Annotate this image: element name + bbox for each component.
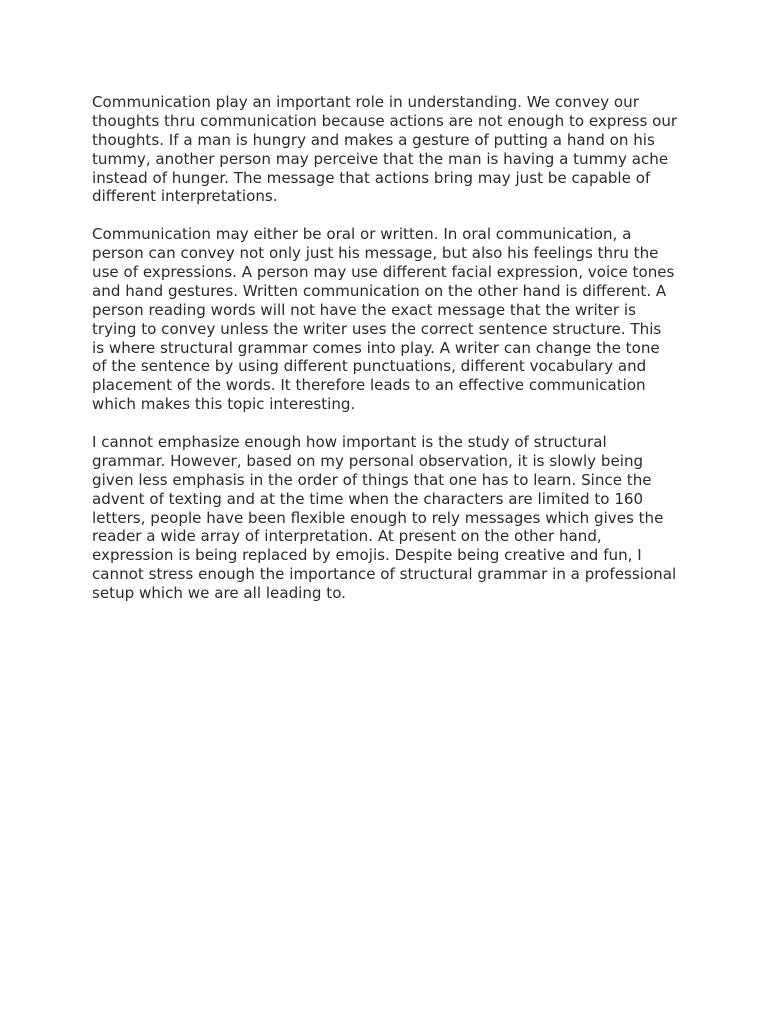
text-line: of the sentence by using different punctuations, different vocabulary and [92, 357, 647, 376]
text-line: expression is being replaced by emojis. Despite being creative and fun, I [92, 546, 642, 565]
text-line: Communication play an important role in understanding. We convey our [92, 93, 639, 111]
document-body [92, 93, 692, 603]
text-line: trying to convey unless the writer uses the correct sentence structure. This [92, 319, 662, 338]
text-line: I cannot emphasize enough how important is the study of structural [92, 433, 607, 452]
text-line: thoughts. If a man is hungry and makes a gesture of putting a hand on his [92, 130, 655, 149]
text-line: person reading words will not have the exact message that the writer is [92, 300, 636, 319]
text-line: given less emphasis in the order of things that one has to learn. Since the [92, 470, 652, 489]
text-line: grammar. However, based on my personal observation, it is slowly being [92, 451, 644, 470]
text-line: different interpretations. [92, 187, 278, 206]
text-line: tummy, another person may perceive that the man is having a tummy ache [92, 149, 669, 168]
text-line: and hand gestures. Written communication on the other hand is different. A [92, 281, 667, 300]
text-line: setup which we are all leading to. [92, 584, 346, 603]
text-line: letters, people have been flexible enough to rely messages which gives the [92, 508, 664, 527]
text-line: person can convey not only just his message, but also his feelings thru the [92, 244, 659, 263]
paragraph-gap [92, 414, 692, 433]
text-line: placement of the words. It therefore leads to an effective communication [92, 376, 646, 395]
text-line: cannot stress enough the importance of structural grammar in a professional [92, 565, 677, 584]
text-line: thoughts thru communication because actions are not enough to express our [92, 111, 678, 130]
text-line: Communication may either be oral or written. In oral communication, a [92, 225, 632, 244]
text-line: use of expressions. A person may use different facial expression, voice tones [92, 263, 675, 282]
paragraph [92, 93, 692, 206]
paragraph [92, 433, 692, 603]
text-line: is where structural grammar comes into play. A writer can change the tone [92, 338, 660, 357]
text-line: which makes this topic interesting. [92, 395, 356, 414]
text-line: instead of hunger. The message that actions bring may just be capable of [92, 168, 651, 187]
paragraph [92, 225, 692, 414]
paragraph-gap [92, 206, 692, 225]
text-line: advent of texting and at the time when the characters are limited to 160 [92, 489, 644, 508]
text-line: reader a wide array of interpretation. At present on the other hand, [92, 527, 602, 546]
